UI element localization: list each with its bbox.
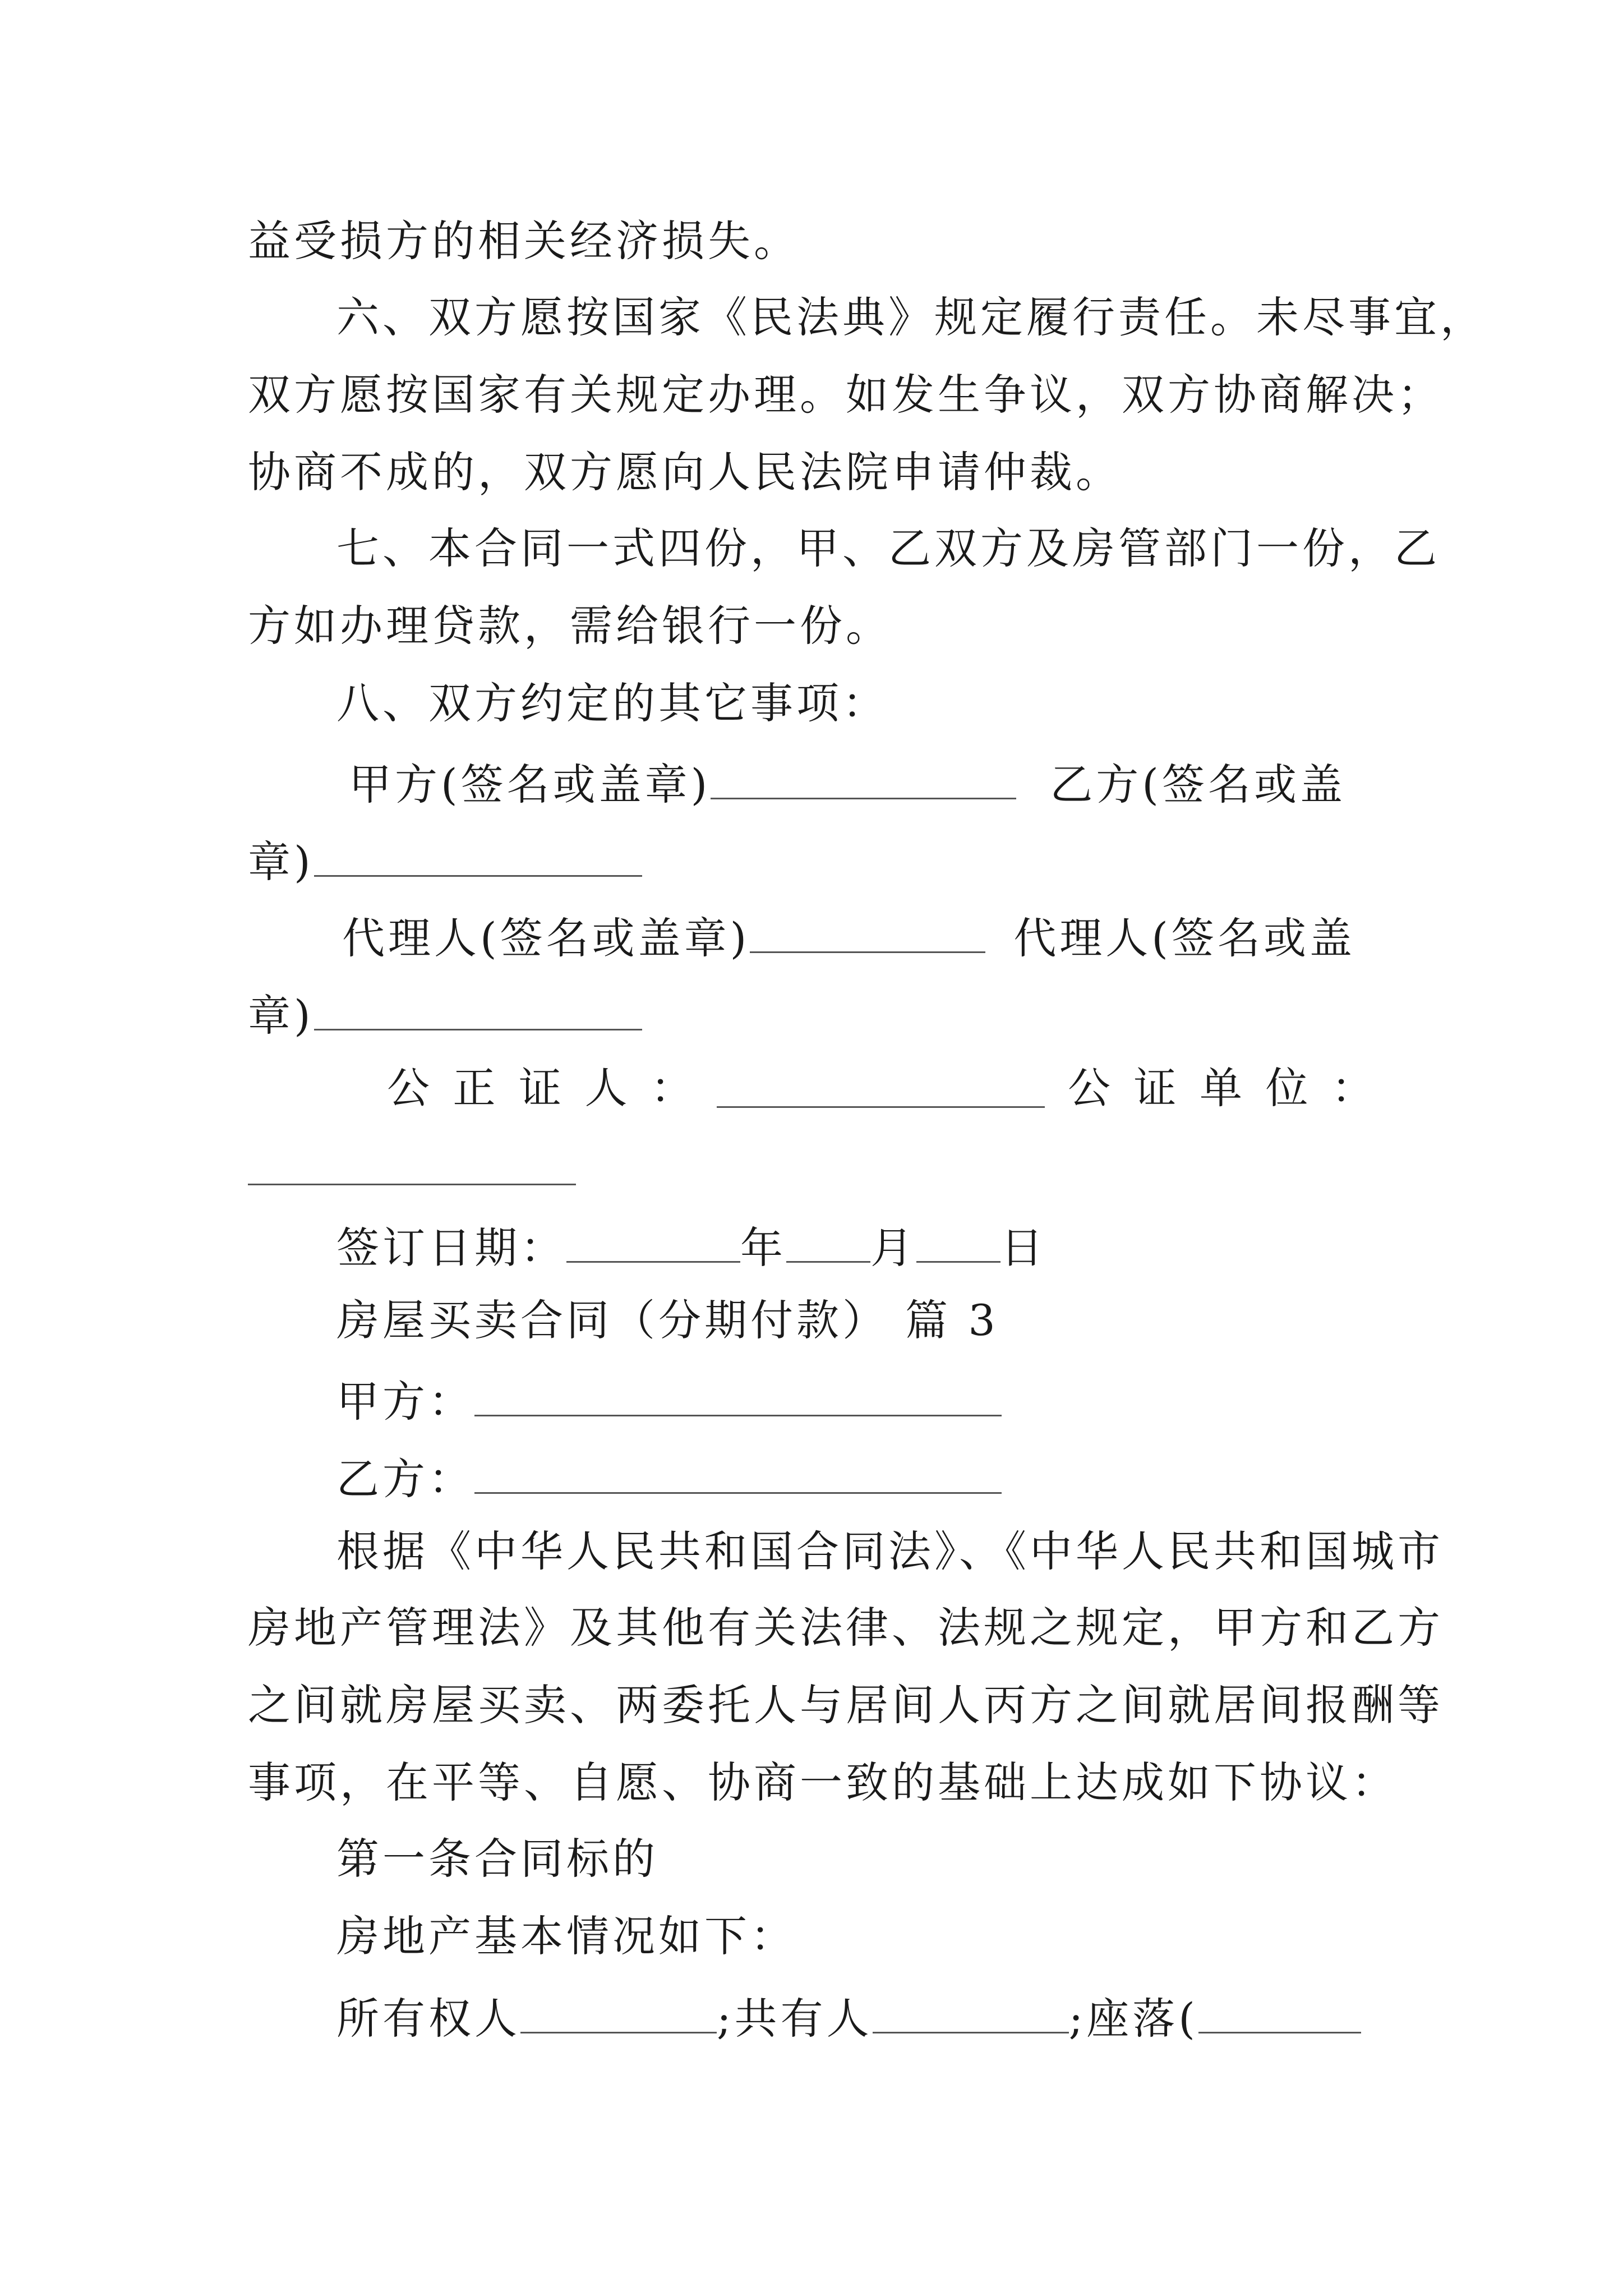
text-char: 证	[519, 1063, 561, 1113]
property-info-heading: 房地产基本情况如下：	[336, 1911, 796, 1961]
agent-a-signature-label: 代理人(签名或盖章)	[342, 913, 750, 963]
clause-seven: 七、本合同一式四份，甲、乙双方及房管部门一份，乙	[336, 523, 1440, 573]
article-one-title: 第一条合同标的	[336, 1834, 658, 1884]
location-blank[interactable]	[1198, 1993, 1361, 2033]
day-blank[interactable]	[916, 1222, 1000, 1263]
text-segment: 章)	[248, 991, 314, 1041]
text-char: 位	[1265, 1063, 1308, 1113]
date-label: 签订日期：	[336, 1223, 566, 1273]
text-char: ：	[651, 1063, 693, 1113]
text-line: 方如办理贷款，需给银行一份。	[248, 601, 892, 651]
party-b-blank[interactable]	[474, 1453, 1002, 1494]
location-label: ;座落(	[1068, 1994, 1198, 2044]
text-segment: 章)	[248, 837, 314, 887]
preamble-line: 根据《中华人民共和国合同法》、《中华人民共和国城市	[336, 1526, 1444, 1576]
signature-line-cont	[248, 990, 1386, 1041]
notary-person-blank[interactable]	[717, 1067, 1045, 1108]
agent-a-signature-blank[interactable]	[750, 912, 985, 953]
owner-label: 所有权人	[336, 1994, 520, 2044]
notary-unit-blank[interactable]	[248, 1144, 576, 1185]
party-b-signature-blank[interactable]	[314, 836, 642, 877]
text-line: 益受损方的相关经济损失。	[248, 216, 800, 266]
co-owner-label: ;共有人	[717, 1994, 873, 2044]
text-line: 房地产管理法》及其他有关法律、法规之规定，甲方和乙方	[248, 1603, 1444, 1653]
signature-line-parties	[248, 758, 1386, 809]
signing-date-line	[336, 1222, 1386, 1273]
year-label: 年	[740, 1223, 786, 1273]
owner-blank[interactable]	[520, 1993, 717, 2033]
text-char: 正	[453, 1063, 496, 1113]
agent-b-signature-label: 代理人(签名或盖	[1013, 913, 1355, 963]
month-blank[interactable]	[786, 1222, 870, 1263]
co-owner-blank[interactable]	[873, 1993, 1069, 2033]
signature-line-cont	[248, 836, 1386, 887]
text-char: 公	[387, 1063, 430, 1113]
month-label: 月	[870, 1223, 916, 1273]
agent-b-signature-blank[interactable]	[314, 990, 642, 1030]
clause-six: 六、双方愿按国家《民法典》规定履行责任。未尽事宜，	[336, 292, 1486, 342]
clause-eight: 八、双方约定的其它事项：	[336, 678, 888, 728]
party-a-signature-blank[interactable]	[711, 758, 1016, 799]
text-line: 协商不成的，双方愿向人民法院申请仲裁。	[248, 447, 1122, 497]
party-b-label: 乙方：	[336, 1454, 474, 1504]
party-a-blank[interactable]	[474, 1375, 1002, 1416]
text-char: ：	[1331, 1063, 1374, 1113]
text-line: 事项，在平等、自愿、协商一致的基础上达成如下协议：	[248, 1757, 1398, 1807]
signature-line-agents	[248, 912, 1386, 963]
party-b-signature-label: 乙方(签名或盖	[1050, 760, 1346, 809]
day-label: 日	[1000, 1223, 1046, 1273]
text-char: 证	[1133, 1063, 1177, 1113]
contract-heading: 房屋买卖合同（分期付款） 篇 3	[336, 1295, 999, 1345]
party-a-line	[336, 1375, 1386, 1427]
party-b-line	[336, 1453, 1386, 1504]
party-a-label: 甲方：	[336, 1377, 474, 1427]
text-line: 之间就房屋买卖、两委托人与居间人丙方之间就居间报酬等	[248, 1680, 1444, 1730]
text-line: 双方愿按国家有关规定办理。如发生争议，双方协商解决；	[248, 370, 1444, 420]
year-blank[interactable]	[566, 1222, 740, 1263]
notary-line	[387, 1063, 1374, 1113]
owner-line	[336, 1993, 1386, 2044]
text-char: 单	[1200, 1063, 1242, 1113]
party-a-signature-label: 甲方(签名或盖章)	[349, 760, 711, 809]
text-char: 公	[1068, 1063, 1110, 1113]
text-char: 人	[584, 1063, 628, 1113]
notary-unit-line	[248, 1144, 1386, 1192]
